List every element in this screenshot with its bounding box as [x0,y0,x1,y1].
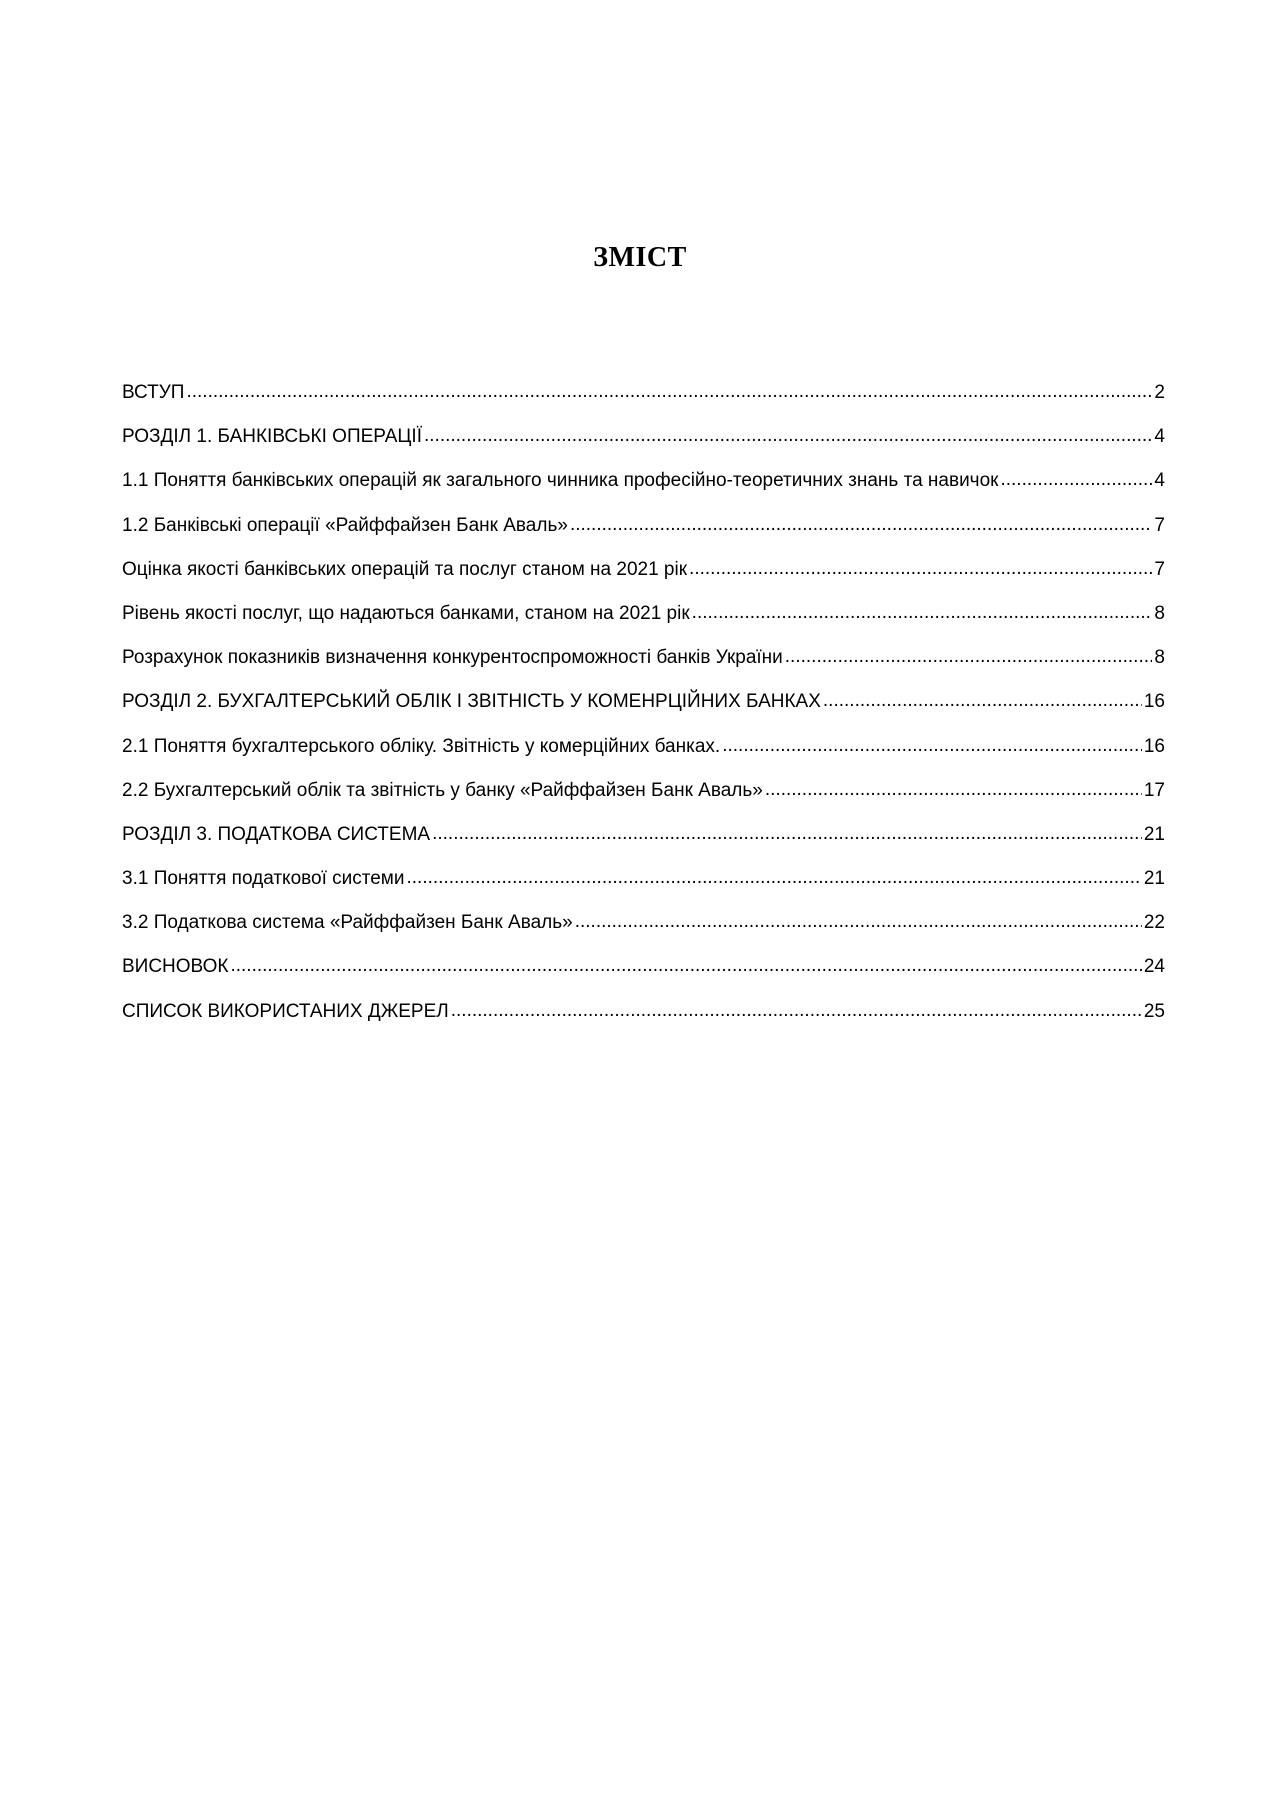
toc-dot-leader [765,775,1142,805]
toc-dot-leader [186,377,1152,407]
toc-page-number: 16 [1143,735,1165,757]
toc-dot-leader [575,907,1142,937]
toc-dot-leader [689,554,1152,584]
toc-entry-label: СПИСОК ВИКОРИСТАНИХ ДЖЕРЕЛ [122,1000,449,1022]
toc-entry-label: Рівень якості послуг, що надаються банками, станом на 2021 рік [122,602,690,624]
toc-entry-label: ВСТУП [122,382,185,403]
toc-entry-label: РОЗДІЛ 2. БУХГАЛТЕРСЬКИЙ ОБЛІК І ЗВІТНІСТЬ У КОМЕНРЦІЙНИХ БАНКАХ [122,691,821,713]
toc-page-number: 17 [1143,779,1165,801]
toc-page-number: 16 [1143,691,1165,713]
toc-entry[interactable] [122,732,1165,776]
toc-page-number: 7 [1154,558,1165,580]
toc-dot-leader [1000,465,1152,495]
toc-entry-label: 1.2 Банківські операції «Райффайзен Банк Аваль» [122,514,568,536]
toc-entry[interactable] [122,599,1165,643]
toc-dot-leader [823,686,1142,716]
toc-entry[interactable] [122,687,1165,731]
toc-dot-leader [692,598,1153,628]
toc-entry[interactable] [122,643,1165,687]
toc-entry-label: РОЗДІЛ 1. БАНКІВСЬКІ ОПЕРАЦІЇ [122,426,422,448]
toc-page-number: 21 [1143,823,1165,845]
toc-dot-leader [570,510,1152,540]
toc-page-number: 25 [1143,1000,1165,1022]
toc-entry-label: 3.1 Поняття податкової системи [122,868,405,890]
toc-dot-leader [407,863,1142,893]
toc-page-number: 7 [1154,514,1165,536]
toc-page-number: 4 [1154,470,1165,492]
toc-dot-leader [785,642,1153,672]
toc-entry-label: 2.2 Бухгалтерський облік та звітність у банку «Райффайзен Банк Аваль» [122,779,763,801]
toc-page-number: 4 [1154,426,1165,448]
toc-entry-label: 1.1 Поняття банківських операцій як загального чинника професійно-теоретичних знань та навичок [122,470,999,492]
toc-page-number: 2 [1154,382,1165,403]
toc-entry-label: ВИСНОВОК [122,956,229,978]
toc-dot-leader [722,731,1142,761]
toc-entry-label: Розрахунок показників визначення конкурентоспроможності банків України [122,647,783,669]
toc-page-number: 8 [1154,602,1165,624]
toc-entry-label: 2.1 Поняття бухгалтерського обліку. Звітність у комерційних банках. [122,735,721,757]
toc-page-number: 21 [1143,868,1165,890]
toc-entry[interactable] [122,820,1165,864]
toc-entry-label: РОЗДІЛ 3. ПОДАТКОВА СИСТЕМА [122,823,431,845]
toc-dot-leader [432,819,1142,849]
toc-entry[interactable] [122,908,1165,952]
toc-dot-leader [230,951,1141,981]
toc-entry[interactable] [122,952,1165,996]
toc-entry-label: Оцінка якості банківських операцій та послуг станом на 2021 рік [122,558,688,580]
toc-dot-leader [451,996,1142,1026]
toc-entry[interactable] [122,555,1165,599]
toc-entry[interactable] [122,997,1165,1041]
toc-entry[interactable] [122,378,1165,422]
toc-dot-leader [424,421,1152,451]
toc-entry[interactable] [122,511,1165,555]
toc-entry[interactable] [122,466,1165,510]
toc-entry[interactable] [122,422,1165,466]
toc-entry[interactable] [122,864,1165,908]
toc-page-number: 8 [1154,647,1165,669]
toc-entry[interactable] [122,776,1165,820]
table-of-contents [122,378,1165,1041]
page-title: ЗМІСТ [593,242,687,273]
toc-page-number: 24 [1143,956,1165,978]
toc-entry-label: 3.2 Податкова система «Райффайзен Банк Аваль» [122,912,573,934]
toc-page-number: 22 [1143,912,1165,934]
